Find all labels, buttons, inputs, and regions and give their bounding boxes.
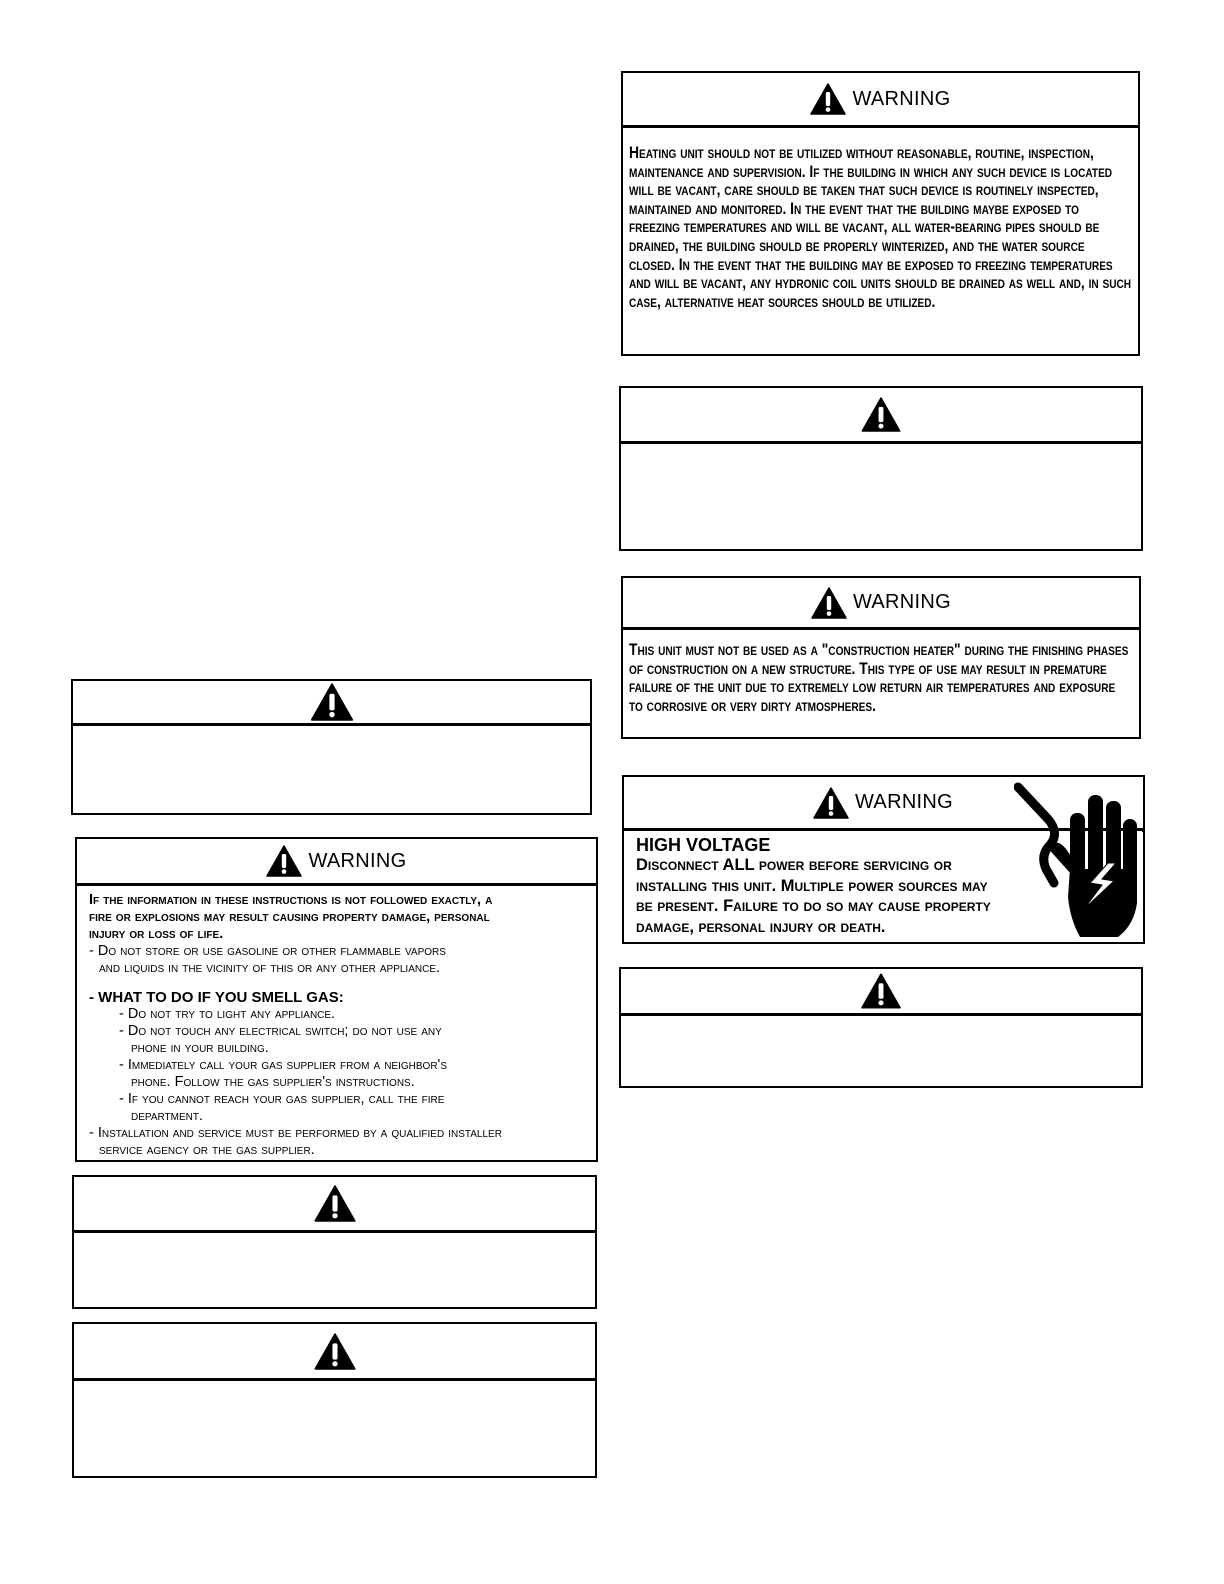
gas-store-line: - Do not store or use gasoline or other flammable vapors	[89, 943, 446, 959]
warning-triangle-icon	[310, 683, 354, 721]
gas-warning-lead: injury or loss of life.	[89, 926, 224, 942]
warning-triangle-icon	[810, 83, 846, 115]
gas-install-line: service agency or the gas supplier.	[99, 1142, 315, 1158]
high-voltage-line: be present. Failure to do so may cause property	[636, 897, 991, 915]
gas-list-item: phone in your building.	[131, 1040, 269, 1056]
warning-triangle-icon	[813, 787, 849, 819]
high-voltage-line: Disconnect ALL power before servicing or	[636, 856, 952, 874]
warning-triangle-icon	[314, 1185, 356, 1222]
warning-header	[74, 1177, 595, 1233]
warning-header	[74, 1324, 595, 1381]
high-voltage-title: HIGH VOLTAGE	[636, 835, 771, 855]
gas-list-item: - Immediately call your gas supplier from a neighbor's	[119, 1057, 447, 1073]
warning-box-empty-4	[72, 1175, 597, 1309]
warning-box-empty-2	[619, 967, 1143, 1088]
warning-header	[77, 839, 596, 886]
gas-list-item: phone. Follow the gas supplier's instructions.	[131, 1074, 415, 1090]
gas-list-item: - Do not try to light any appliance.	[119, 1006, 336, 1022]
warning-header	[621, 388, 1141, 444]
gas-install-line: - Installation and service must be performed by a qualified installer	[89, 1125, 502, 1141]
warning-header	[623, 73, 1138, 128]
warning-box-construction-heater	[621, 576, 1141, 739]
gas-list-item: - If you cannot reach your gas supplier, call the fire	[119, 1091, 445, 1107]
warning-title: WARNING	[855, 791, 954, 813]
warning-triangle-icon	[266, 845, 302, 877]
warning-header	[623, 578, 1139, 630]
warning-triangle-icon	[811, 587, 847, 619]
gas-warning-lead: fire or explosions may result causing property damage, personal	[89, 909, 490, 925]
heating-unit-text: Heating unit should not be utilized without reasonable, routine, inspection, maintenance and supervision. If the building in which any such device is located will be vacant, care should be taken that such device is routinely inspected, maintained and monitored. In the event that the building maybe exposed to freezing temperatures and will be vacant, all water-bearing pipes should be drained, the building should be properly winterized, and the water source closed. In the event that the building may be exposed to freezing temperatures and will be vacant, any hydronic coil units should be drained as well and, in such case, alternative heat sources should be utilized.	[629, 144, 1132, 311]
warning-title: WARNING	[852, 87, 951, 110]
warning-header	[73, 681, 590, 726]
high-voltage-line: damage, personal injury or death.	[636, 917, 886, 936]
warning-box-empty-3	[71, 679, 592, 815]
warning-triangle-icon	[861, 397, 901, 432]
high-voltage-line: installing this unit. Multiple power sources may	[636, 876, 988, 895]
warning-box-empty-1	[619, 386, 1143, 551]
warning-title: WARNING	[308, 849, 407, 872]
warning-box-empty-5	[72, 1322, 597, 1478]
warning-triangle-icon	[861, 973, 901, 1009]
gas-warning-lead: If the information in these instructions is not followed exactly, a	[89, 892, 493, 908]
warning-box-heating-unit	[621, 71, 1140, 356]
gas-list-item: - Do not touch any electrical switch; do not use any	[119, 1023, 442, 1039]
warning-title: WARNING	[852, 591, 952, 613]
high-voltage-hand-icon	[1014, 779, 1144, 941]
warning-header	[621, 969, 1141, 1016]
warning-triangle-icon	[314, 1333, 356, 1370]
gas-smell-heading: - WHAT TO DO IF YOU SMELL GAS:	[89, 989, 344, 1006]
warning-box-high-voltage	[622, 775, 1145, 944]
construction-heater-text: This unit must not be used as a "construction heater" during the finishing phases of construction on a new structure. This type of use may result in premature failure of the unit due to extremely low return air temperatures and exposure to corrosive or very dirty atmospheres.	[629, 641, 1129, 715]
gas-list-item: department.	[131, 1108, 203, 1124]
warning-box-gas	[75, 837, 598, 1162]
gas-store-line: and liquids in the vicinity of this or any other appliance.	[99, 960, 441, 976]
